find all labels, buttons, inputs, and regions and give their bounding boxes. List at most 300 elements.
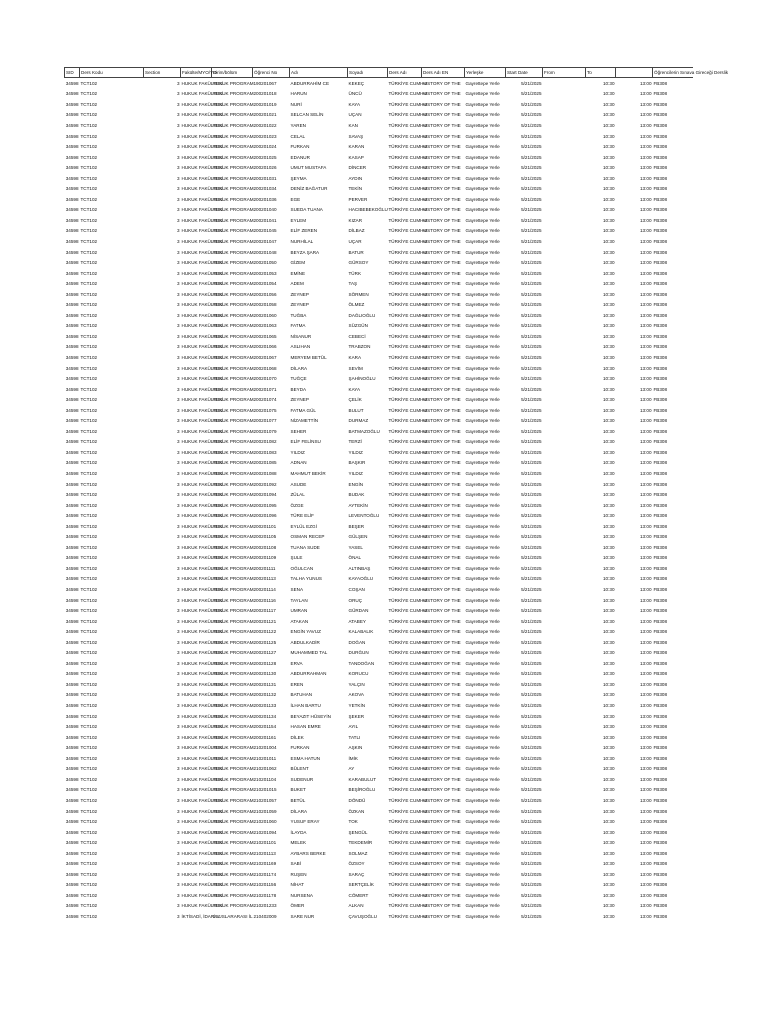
start-date-cell: 5/21/2025 xyxy=(521,629,542,635)
faculty-cell: HUKUK FAKÜLTESİ xyxy=(181,882,224,888)
from-time-cell xyxy=(543,299,586,310)
course-code-cell: TCT102 xyxy=(80,428,98,434)
room-cell: FB308 xyxy=(653,449,668,455)
surname-cell: ÇELİK xyxy=(348,397,362,403)
from-cell: 10:30 xyxy=(603,154,615,160)
course-code-cell: TCT102 xyxy=(80,587,98,593)
surname-cell: AŞKIN xyxy=(348,745,363,751)
from-cell: 10:30 xyxy=(603,471,615,476)
surname-cell: ÖLMEZ xyxy=(348,302,365,308)
course-code-cell: TCT102 xyxy=(80,333,98,339)
sid-cell: 34598 xyxy=(65,797,79,803)
student-no-cell: 200201095 xyxy=(253,502,277,508)
campus-cell: Gayrettepe Yerle xyxy=(465,745,500,751)
to-time-cell: 13:00 xyxy=(640,386,652,392)
course-name-cell: TÜRKİYE CUMHU xyxy=(388,650,427,656)
sid-cell: 34598 xyxy=(65,312,79,318)
student-no-cell: 200201070 xyxy=(253,376,277,382)
to-time-cell: 13:00 xyxy=(640,260,652,266)
table-row xyxy=(65,880,693,891)
faculty-cell: HUKUK FAKÜLTESİ xyxy=(181,91,224,97)
sid-cell: 34598 xyxy=(65,650,79,656)
from-time-cell xyxy=(543,152,586,163)
from-time-cell xyxy=(543,774,586,785)
unit-cell: HUKUK PROGRAM xyxy=(212,397,254,403)
campus-cell: Gayrettepe Yerle xyxy=(465,629,500,635)
room-cell: FB308 xyxy=(653,323,668,329)
first-name-cell: ŞULE xyxy=(290,555,303,561)
room-cell: FB308 xyxy=(653,871,668,877)
unit-cell: HUKUK PROGRAM xyxy=(212,386,254,392)
student-no-cell: 200201092 xyxy=(253,481,277,487)
room-cell: FB308 xyxy=(653,281,668,287)
faculty-cell: HUKUK FAKÜLTESİ xyxy=(181,344,224,350)
faculty-cell: HUKUK FAKÜLTESİ xyxy=(181,217,224,223)
campus-cell: Gayrettepe Yerle xyxy=(465,312,500,318)
sid-cell: 34598 xyxy=(65,840,79,846)
unit-cell: HUKUK PROGRAM xyxy=(212,175,254,181)
faculty-cell: HUKUK FAKÜLTESİ xyxy=(181,397,224,403)
section-cell: 3 xyxy=(176,734,180,740)
faculty-cell: HUKUK FAKÜLTESİ xyxy=(181,861,224,867)
surname-cell: BEŞİROĞLU xyxy=(348,787,376,793)
course-name-en-cell: HISTORY OF THE xyxy=(422,913,461,919)
section-cell: 3 xyxy=(176,660,180,666)
course-code-cell: TCT102 xyxy=(80,386,98,392)
start-date-cell: 5/21/2025 xyxy=(521,713,542,719)
room-cell: FB308 xyxy=(653,418,668,424)
unit-cell: HUKUK PROGRAM xyxy=(212,840,254,846)
faculty-cell: HUKUK FAKÜLTESİ xyxy=(181,755,224,761)
from-time-cell xyxy=(543,331,586,342)
surname-cell: DOĞAN xyxy=(348,639,366,645)
room-cell: FB308 xyxy=(653,671,668,677)
sid-cell: 34598 xyxy=(65,724,79,730)
section-cell: 3 xyxy=(176,323,180,329)
section-cell: 3 xyxy=(176,766,180,772)
table-row xyxy=(65,901,693,912)
start-date-cell: 5/21/2025 xyxy=(521,460,542,466)
from-time-cell xyxy=(543,658,586,669)
campus-cell: Gayrettepe Yerle xyxy=(465,133,500,139)
from-cell: 10:30 xyxy=(603,755,615,761)
course-code-cell: TCT102 xyxy=(80,91,98,97)
room-cell: FB308 xyxy=(653,291,668,297)
section-cell: 3 xyxy=(176,776,180,782)
unit-cell: HUKUK PROGRAM xyxy=(212,365,254,371)
course-code-cell: TCT102 xyxy=(80,354,98,360)
column-header: SID xyxy=(65,68,80,78)
course-name-en-cell: HISTORY OF THE xyxy=(422,903,461,909)
section-cell: 3 xyxy=(176,122,180,128)
course-name-en-cell: HISTORY OF THE xyxy=(422,428,461,434)
course-name-cell: TÜRKİYE CUMHU xyxy=(388,850,427,856)
campus-cell: Gayrettepe Yerle xyxy=(465,840,500,846)
from-cell: 10:30 xyxy=(603,428,615,434)
room-cell: FB308 xyxy=(653,766,668,772)
course-name-en-cell: HISTORY OF THE xyxy=(422,165,461,171)
to-time-cell: 13:00 xyxy=(640,323,652,329)
course-code-cell: TCT102 xyxy=(80,660,98,666)
room-cell: FB308 xyxy=(653,439,668,445)
first-name-cell: TUĞBA xyxy=(290,312,307,318)
room-cell: FB308 xyxy=(653,544,668,550)
room-cell: FB308 xyxy=(653,850,668,856)
to-time-cell: 13:00 xyxy=(640,913,652,919)
campus-cell: Gayrettepe Yerle xyxy=(465,333,500,339)
section-cell: 3 xyxy=(176,228,180,234)
course-code-cell: TCT102 xyxy=(80,196,98,202)
from-time-cell xyxy=(543,890,586,901)
unit-cell: HUKUK PROGRAM xyxy=(212,281,254,287)
start-date-cell: 5/21/2025 xyxy=(521,850,542,856)
faculty-cell: HUKUK FAKÜLTESİ xyxy=(181,871,224,877)
from-time-cell xyxy=(543,542,586,553)
unit-cell: HUKUK PROGRAM xyxy=(212,376,254,382)
from-cell: 10:30 xyxy=(603,186,615,192)
to-time-cell: 13:00 xyxy=(640,597,652,603)
from-cell: 10:30 xyxy=(603,734,615,740)
faculty-cell: HUKUK FAKÜLTESİ xyxy=(181,439,224,445)
course-code-cell: TCT102 xyxy=(80,734,98,740)
course-code-cell: TCT102 xyxy=(80,892,98,898)
from-cell: 10:30 xyxy=(603,418,615,424)
surname-cell: TATLI xyxy=(348,734,361,740)
section-cell: 3 xyxy=(176,618,180,624)
sid-cell: 34598 xyxy=(65,703,79,709)
to-time-cell: 13:00 xyxy=(640,217,652,223)
campus-cell: Gayrettepe Yerle xyxy=(465,460,500,466)
sid-cell: 34598 xyxy=(65,323,79,329)
start-date-cell: 5/21/2025 xyxy=(521,660,542,666)
start-date-cell: 5/21/2025 xyxy=(521,260,542,266)
from-cell: 10:30 xyxy=(603,724,615,730)
faculty-cell: HUKUK FAKÜLTESİ xyxy=(181,819,224,825)
course-code-cell: TCT102 xyxy=(80,766,98,772)
campus-cell: Gayrettepe Yerle xyxy=(465,576,500,582)
to-time-cell: 13:00 xyxy=(640,460,652,466)
sid-cell: 34598 xyxy=(65,523,79,529)
student-no-cell: 200201056 xyxy=(253,291,277,297)
student-no-cell: 200201131 xyxy=(253,681,277,687)
course-name-en-cell: HISTORY OF THE xyxy=(422,892,461,898)
course-name-en-cell: HISTORY OF THE xyxy=(422,376,461,382)
course-code-cell: TCT102 xyxy=(80,492,98,498)
student-no-cell: 200201024 xyxy=(253,144,277,150)
start-date-cell: 5/21/2025 xyxy=(521,281,542,287)
unit-cell: HUKUK PROGRAM xyxy=(212,766,254,772)
course-code-cell: TCT102 xyxy=(80,323,98,329)
table-row xyxy=(65,131,693,142)
sid-cell: 34598 xyxy=(65,428,79,434)
room-cell: FB308 xyxy=(653,165,668,171)
room-cell: FB308 xyxy=(653,207,668,213)
from-time-cell xyxy=(543,869,586,880)
surname-cell: COŞAN xyxy=(348,587,365,593)
campus-cell: Gayrettepe Yerle xyxy=(465,523,500,529)
from-time-cell xyxy=(543,89,586,100)
course-code-cell: TCT102 xyxy=(80,471,98,476)
first-name-cell: EREN xyxy=(290,681,304,687)
room-cell: FB308 xyxy=(653,428,668,434)
faculty-cell: HUKUK FAKÜLTESİ xyxy=(181,850,224,856)
faculty-cell: HUKUK FAKÜLTESİ xyxy=(181,544,224,550)
sid-cell: 34598 xyxy=(65,903,79,909)
from-cell: 10:30 xyxy=(603,439,615,445)
course-code-cell: TCT102 xyxy=(80,840,98,846)
sid-cell: 34598 xyxy=(65,460,79,466)
from-cell: 10:30 xyxy=(603,787,615,793)
student-no-cell: 200201045 xyxy=(253,228,277,234)
first-name-cell: ZEYNEP xyxy=(290,291,309,297)
campus-cell: Gayrettepe Yerle xyxy=(465,808,500,814)
sid-cell: 34598 xyxy=(65,112,79,118)
from-cell: 10:30 xyxy=(603,228,615,234)
course-name-cell: TÜRKİYE CUMHU xyxy=(388,428,427,434)
faculty-cell: HUKUK FAKÜLTESİ xyxy=(181,144,224,150)
unit-cell: HUKUK PROGRAM xyxy=(212,481,254,487)
unit-cell: HUKUK PROGRAM xyxy=(212,323,254,329)
to-time-cell: 13:00 xyxy=(640,808,652,814)
course-name-cell: TÜRKİYE CUMHU xyxy=(388,122,427,128)
course-name-en-cell: HISTORY OF THE xyxy=(422,808,461,814)
course-name-cell: TÜRKİYE CUMHU xyxy=(388,587,427,593)
section-cell: 3 xyxy=(176,418,180,424)
campus-cell: Gayrettepe Yerle xyxy=(465,365,500,371)
start-date-cell: 5/21/2025 xyxy=(521,386,542,392)
course-name-cell: TÜRKİYE CUMHU xyxy=(388,808,427,814)
from-cell: 10:30 xyxy=(603,681,615,687)
surname-cell: TOK xyxy=(348,819,358,825)
first-name-cell: ÖMER xyxy=(290,903,305,909)
first-name-cell: ELİF ZEREN xyxy=(290,228,318,234)
section-cell: 3 xyxy=(176,165,180,171)
unit-cell: HUKUK PROGRAM xyxy=(212,608,254,614)
sid-cell: 34598 xyxy=(65,91,79,97)
table-row xyxy=(65,99,693,110)
to-time-cell: 13:00 xyxy=(640,91,652,97)
student-no-cell: 210201094 xyxy=(253,829,277,835)
course-name-en-cell: HISTORY OF THE xyxy=(422,671,461,677)
from-cell: 10:30 xyxy=(603,344,615,350)
sid-cell: 34598 xyxy=(65,481,79,487)
student-no-cell: 210201004 xyxy=(253,745,277,751)
campus-cell: Gayrettepe Yerle xyxy=(465,565,500,571)
sid-cell: 34598 xyxy=(65,471,79,476)
course-code-cell: TCT102 xyxy=(80,703,98,709)
start-date-cell: 5/21/2025 xyxy=(521,892,542,898)
first-name-cell: MELEK xyxy=(290,840,307,846)
unit-cell: HUKUK PROGRAM xyxy=(212,819,254,825)
surname-cell: SARAÇ xyxy=(348,871,365,877)
sid-cell: 34598 xyxy=(65,618,79,624)
course-name-cell: TÜRKİYE CUMHU xyxy=(388,186,427,192)
table-row xyxy=(65,721,693,732)
column-header: To xyxy=(586,68,616,78)
faculty-cell: HUKUK FAKÜLTESİ xyxy=(181,692,224,698)
campus-cell: Gayrettepe Yerle xyxy=(465,713,500,719)
unit-cell: HUKUK PROGRAM xyxy=(212,555,254,561)
sid-cell: 34598 xyxy=(65,565,79,571)
to-time-cell: 13:00 xyxy=(640,850,652,856)
from-cell: 10:30 xyxy=(603,829,615,835)
surname-cell: YILDIZ xyxy=(348,449,363,455)
start-date-cell: 5/21/2025 xyxy=(521,407,542,413)
sid-cell: 34598 xyxy=(65,850,79,856)
start-date-cell: 5/21/2025 xyxy=(521,882,542,888)
student-no-cell: 210201169 xyxy=(253,861,277,867)
course-name-cell: TÜRKİYE CUMHU xyxy=(388,249,427,255)
course-name-cell: TÜRKİYE CUMHU xyxy=(388,91,427,97)
header-row xyxy=(65,68,693,78)
sid-cell: 34598 xyxy=(65,787,79,793)
from-time-cell xyxy=(543,901,586,912)
campus-cell: Gayrettepe Yerle xyxy=(465,502,500,508)
course-name-en-cell: HISTORY OF THE xyxy=(422,544,461,550)
room-cell: FB308 xyxy=(653,745,668,751)
course-code-cell: TCT102 xyxy=(80,260,98,266)
from-cell: 10:30 xyxy=(603,629,615,635)
table-row xyxy=(65,447,693,458)
course-name-cell: TÜRKİYE CUMHU xyxy=(388,703,427,709)
course-code-cell: TCT102 xyxy=(80,650,98,656)
to-time-cell: 13:00 xyxy=(640,903,652,909)
faculty-cell: HUKUK FAKÜLTESİ xyxy=(181,681,224,687)
unit-cell: HUKUK PROGRAM xyxy=(212,713,254,719)
student-no-cell: 200201018 xyxy=(253,91,277,97)
room-cell: FB308 xyxy=(653,650,668,656)
faculty-cell: HUKUK FAKÜLTESİ xyxy=(181,112,224,118)
course-name-en-cell: HISTORY OF THE xyxy=(422,407,461,413)
section-cell: 3 xyxy=(176,207,180,213)
campus-cell: Gayrettepe Yerle xyxy=(465,386,500,392)
first-name-cell: NİZAMETTİN xyxy=(290,418,319,424)
course-name-en-cell: HISTORY OF THE xyxy=(422,312,461,318)
unit-cell: HUKUK PROGRAM xyxy=(212,154,254,160)
unit-cell: HUKUK PROGRAM xyxy=(212,238,254,244)
from-time-cell xyxy=(543,405,586,416)
from-time-cell xyxy=(543,99,586,110)
to-time-cell: 13:00 xyxy=(640,660,652,666)
from-cell: 10:30 xyxy=(603,903,615,909)
faculty-cell: HUKUK FAKÜLTESİ xyxy=(181,892,224,898)
room-cell: FB308 xyxy=(653,260,668,266)
section-cell: 3 xyxy=(176,397,180,403)
sid-cell: 34598 xyxy=(65,660,79,666)
course-name-en-cell: HISTORY OF THE xyxy=(422,186,461,192)
course-code-cell: TCT102 xyxy=(80,449,98,455)
first-name-cell: BEYDA xyxy=(290,386,307,392)
course-code-cell: TCT102 xyxy=(80,576,98,582)
sid-cell: 34598 xyxy=(65,270,79,276)
room-cell: FB308 xyxy=(653,892,668,898)
student-no-cell: 200201085 xyxy=(253,460,277,466)
to-time-cell: 13:00 xyxy=(640,534,652,540)
section-cell: 3 xyxy=(176,333,180,339)
start-date-cell: 5/21/2025 xyxy=(521,418,542,424)
course-name-cell: TÜRKİYE CUMHU xyxy=(388,840,427,846)
start-date-cell: 5/21/2025 xyxy=(521,755,542,761)
first-name-cell: YUSUF ERAY xyxy=(290,819,320,825)
unit-cell: HUKUK PROGRAM xyxy=(212,745,254,751)
from-time-cell xyxy=(543,257,586,268)
unit-cell: HUKUK PROGRAM xyxy=(212,681,254,687)
course-code-cell: TCT102 xyxy=(80,207,98,213)
first-name-cell: SEHER xyxy=(290,428,307,434)
unit-cell: HUKUK PROGRAM xyxy=(212,302,254,308)
surname-cell: KAYAOĞLU xyxy=(348,576,374,582)
from-time-cell xyxy=(543,880,586,891)
student-no-cell: 200201021 xyxy=(253,112,277,118)
to-time-cell: 13:00 xyxy=(640,734,652,740)
sid-cell: 34598 xyxy=(65,513,79,519)
sid-cell: 34598 xyxy=(65,766,79,772)
course-code-cell: TCT102 xyxy=(80,112,98,118)
surname-cell: YASEL xyxy=(348,544,363,550)
from-cell: 10:30 xyxy=(603,175,615,181)
surname-cell: SÜZGÜN xyxy=(348,323,368,329)
course-code-cell: TCT102 xyxy=(80,144,98,150)
student-no-cell: 200201047 xyxy=(253,238,277,244)
start-date-cell: 5/21/2025 xyxy=(521,650,542,656)
course-code-cell: TCT102 xyxy=(80,713,98,719)
surname-cell: KORUCU xyxy=(348,671,369,677)
to-time-cell: 13:00 xyxy=(640,365,652,371)
table-row xyxy=(65,310,693,321)
course-code-cell: TCT102 xyxy=(80,154,98,160)
student-no-cell: 200201122 xyxy=(253,629,277,635)
from-cell: 10:30 xyxy=(603,713,615,719)
sid-cell: 34598 xyxy=(65,439,79,445)
from-time-cell xyxy=(543,226,586,237)
first-name-cell: NİSANUR xyxy=(290,333,312,339)
from-cell: 10:30 xyxy=(603,745,615,751)
course-name-en-cell: HISTORY OF THE xyxy=(422,354,461,360)
first-name-cell: OSMAN RECEP xyxy=(290,534,325,540)
campus-cell: Gayrettepe Yerle xyxy=(465,376,500,382)
from-cell: 10:30 xyxy=(603,449,615,455)
table-row xyxy=(65,342,693,353)
unit-cell: HUKUK PROGRAM xyxy=(212,829,254,835)
campus-cell: Gayrettepe Yerle xyxy=(465,122,500,128)
to-time-cell: 13:00 xyxy=(640,397,652,403)
from-cell: 10:30 xyxy=(603,871,615,877)
to-time-cell: 13:00 xyxy=(640,745,652,751)
unit-cell: HUKUK PROGRAM xyxy=(212,291,254,297)
surname-cell: ŞAHİNOĞLU xyxy=(348,376,376,382)
start-date-cell: 5/21/2025 xyxy=(521,101,542,107)
first-name-cell: ABDULKADİR xyxy=(290,639,320,645)
course-code-cell: TCT102 xyxy=(80,291,98,297)
sid-cell: 34598 xyxy=(65,196,79,202)
student-no-cell: 200201068 xyxy=(253,365,277,371)
to-time-cell: 13:00 xyxy=(640,207,652,213)
table-row xyxy=(65,574,693,585)
start-date-cell: 5/21/2025 xyxy=(521,365,542,371)
table-row xyxy=(65,532,693,543)
surname-cell: GÜRDAN xyxy=(348,608,369,614)
first-name-cell: MUHAMMED TAL xyxy=(290,650,328,656)
unit-cell: HUKUK PROGRAM xyxy=(212,850,254,856)
unit-cell: HUKUK PROGRAM xyxy=(212,80,254,86)
campus-cell: Gayrettepe Yerle xyxy=(465,471,500,476)
course-name-cell: TÜRKİYE CUMHU xyxy=(388,776,427,782)
from-cell: 10:30 xyxy=(603,80,615,86)
section-cell: 3 xyxy=(176,260,180,266)
section-cell: 3 xyxy=(176,903,180,909)
faculty-cell: HUKUK FAKÜLTESİ xyxy=(181,576,224,582)
section-cell: 3 xyxy=(176,492,180,498)
